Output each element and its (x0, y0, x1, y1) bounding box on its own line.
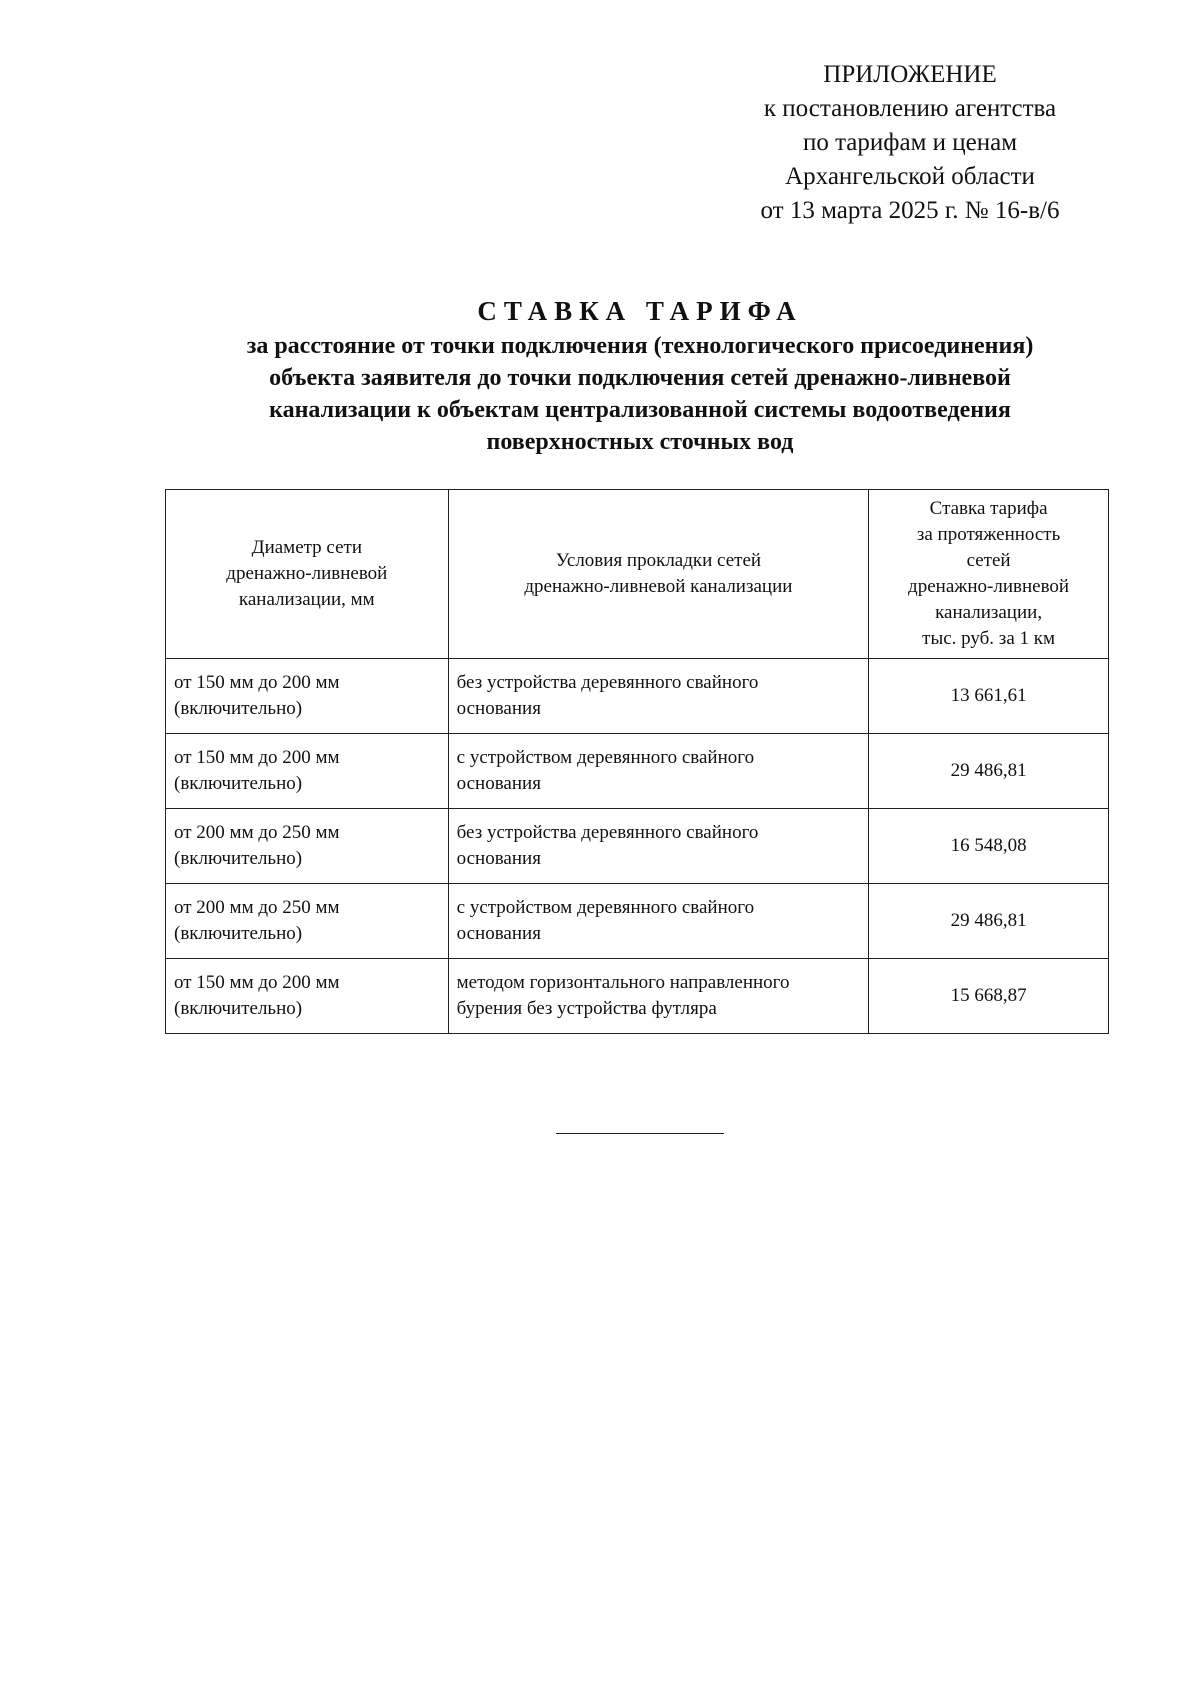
cell-conditions: без устройства деревянного свайного основания (448, 809, 869, 884)
cell-diameter: от 200 мм до 250 мм (включительно) (166, 884, 449, 959)
document-subtitle-line: поверхностных сточных вод (486, 429, 794, 455)
table-row (166, 659, 1109, 734)
cell-conditions: с устройством деревянного свайного основания (448, 734, 869, 809)
cell-diameter: от 200 мм до 250 мм (включительно) (166, 809, 449, 884)
cell-rate: 29 486,81 (869, 884, 1109, 959)
appendix-title: ПРИЛОЖЕНИЕ (823, 61, 997, 88)
table-header-row (166, 490, 1109, 659)
appendix-line: Архангельской области (785, 163, 1035, 190)
cell-conditions: с устройством деревянного свайного основания (448, 884, 869, 959)
document-subtitle-line: канализации к объектам централизованной системы водоотведения (269, 397, 1011, 423)
cell-diameter: от 150 мм до 200 мм (включительно) (166, 959, 449, 1034)
table-row (166, 959, 1109, 1034)
cell-rate: 13 661,61 (869, 659, 1109, 734)
cell-rate: 15 668,87 (869, 959, 1109, 1034)
cell-diameter: от 150 мм до 200 мм (включительно) (166, 659, 449, 734)
document-subtitle-line: за расстояние от точки подключения (технологического присоединения) (246, 333, 1034, 359)
end-divider (556, 1133, 724, 1134)
appendix-date-number: от 13 марта 2025 г. № 16-в/6 (760, 197, 1060, 224)
tariff-table (165, 489, 1109, 1034)
document-subtitle-line: объекта заявителя до точки подключения сетей дренажно-ливневой (269, 365, 1011, 391)
table-row (166, 734, 1109, 809)
document-title-block (100, 292, 1180, 458)
header-rate: Ставка тарифа за протяженность сетей дренажно-ливневой канализации, тыс. руб. за 1 км (869, 490, 1109, 659)
appendix-line: к постановлению агентства (763, 95, 1057, 122)
header-conditions: Условия прокладки сетей дренажно-ливневой канализации (448, 490, 869, 659)
document-title: СТАВКА ТАРИФА (477, 296, 803, 326)
header-diameter: Диаметр сети дренажно-ливневой канализации, мм (166, 490, 449, 659)
appendix-line: по тарифам и ценам (802, 129, 1018, 156)
table-row (166, 884, 1109, 959)
cell-rate: 16 548,08 (869, 809, 1109, 884)
cell-conditions: без устройства деревянного свайного основания (448, 659, 869, 734)
cell-conditions: методом горизонтального направленного бурения без устройства футляра (448, 959, 869, 1034)
cell-diameter: от 150 мм до 200 мм (включительно) (166, 734, 449, 809)
table-row (166, 809, 1109, 884)
appendix-block (700, 58, 1120, 228)
cell-rate: 29 486,81 (869, 734, 1109, 809)
